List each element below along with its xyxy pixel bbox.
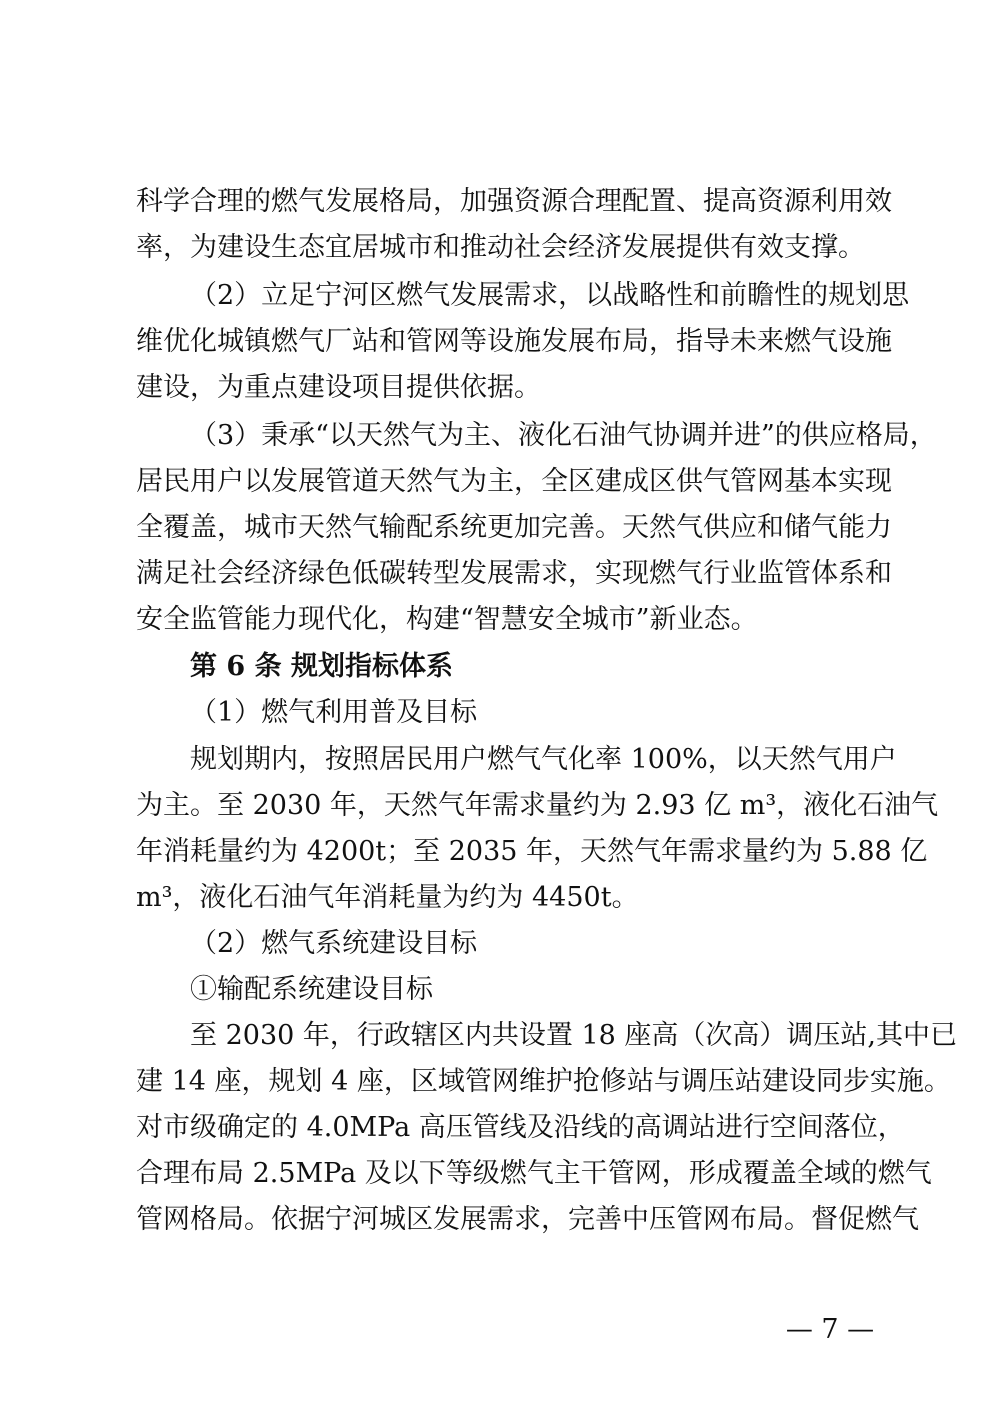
body-text-line: （3）秉承“以天然气为主、液化石油气协调并进”的供应格局，: [190, 420, 937, 451]
body-text-line: 建 14 座，规划 4 座，区域管网维护抢修站与调压站建设同步实施。: [136, 1066, 951, 1097]
body-text-line: 全覆盖，城市天然气输配系统更加完善。天然气供应和储气能力: [136, 512, 892, 543]
page-number: — 7 —: [785, 1314, 875, 1345]
body-text-line: 科学合理的燃气发展格局，加强资源合理配置、提高资源利用效: [136, 186, 892, 217]
body-text-line: 建设，为重点建设项目提供依据。: [136, 372, 541, 403]
body-text-line: 安全监管能力现代化，构建“智慧安全城市”新业态。: [136, 604, 758, 635]
section-heading: 第 6 条 规划指标体系: [190, 651, 453, 682]
body-text-line: 管网格局。依据宁河城区发展需求，完善中压管网布局。督促燃气: [136, 1204, 919, 1235]
body-text-line: （2）立足宁河区燃气发展需求，以战略性和前瞻性的规划思: [190, 280, 910, 311]
body-text-line: 合理布局 2.5MPa 及以下等级燃气主干管网，形成覆盖全域的燃气: [136, 1158, 932, 1189]
body-text-line: 年消耗量约为 4200t；至 2035 年，天然气年需求量约为 5.88 亿: [136, 836, 928, 867]
subsection-heading: ①输配系统建设目标: [190, 974, 433, 1005]
body-text-line: m³，液化石油气年消耗量为约为 4450t。: [136, 882, 639, 913]
subsection-heading: （1）燃气利用普及目标: [190, 697, 478, 728]
body-text-line: 居民用户以发展管道天然气为主，全区建成区供气管网基本实现: [136, 466, 892, 497]
body-text-line: 率，为建设生态宜居城市和推动社会经济发展提供有效支撑。: [136, 232, 865, 263]
body-text-line: 为主。至 2030 年，天然气年需求量约为 2.93 亿 m³，液化石油气: [136, 790, 939, 821]
body-text-line: 维优化城镇燃气厂站和管网等设施发展布局，指导未来燃气设施: [136, 326, 892, 357]
body-text-line: 对市级确定的 4.0MPa 高压管线及沿线的高调站进行空间落位，: [136, 1112, 905, 1143]
body-text-line: 规划期内，按照居民用户燃气气化率 100%，以天然气用户: [190, 744, 897, 775]
body-text-line: 满足社会经济绿色低碳转型发展需求，实现燃气行业监管体系和: [136, 558, 892, 589]
body-text-line: 至 2030 年，行政辖区内共设置 18 座高（次高）调压站,其中已: [190, 1020, 957, 1051]
subsection-heading: （2）燃气系统建设目标: [190, 928, 478, 959]
